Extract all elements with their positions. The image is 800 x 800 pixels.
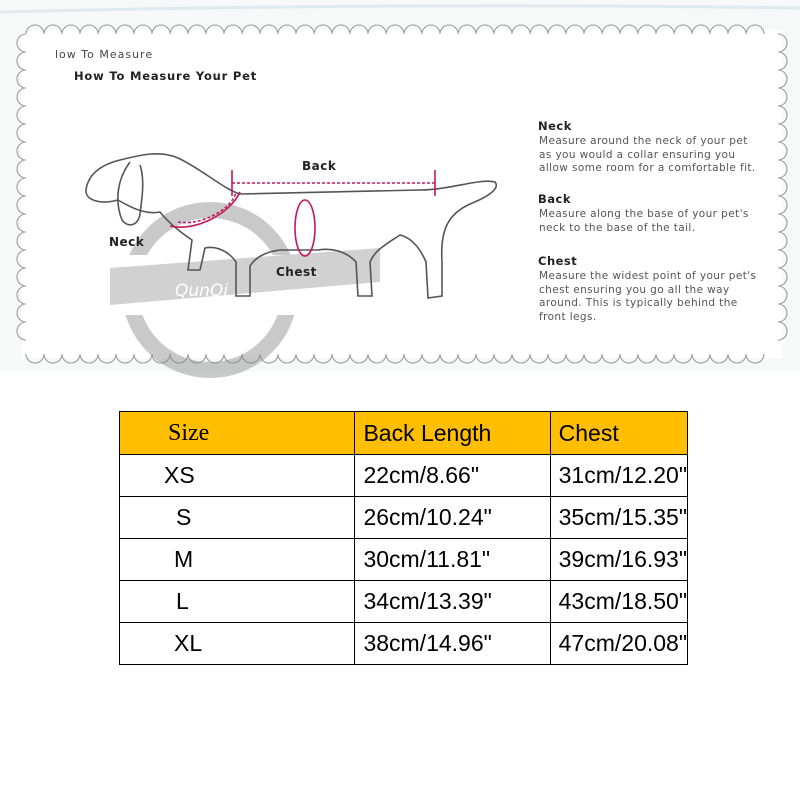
chest-cell: 35cm/15.35" [550,497,687,539]
header-back-length: Back Length [355,412,550,455]
size-cell: M [120,539,355,581]
back-length-cell: 38cm/14.96" [355,623,550,665]
header-size: Size [120,412,355,455]
back-length-cell: 30cm/11.81" [355,539,550,581]
chest-label: Chest [276,265,317,279]
chest-cell: 39cm/16.93" [550,539,687,581]
chest-heading: Chest [538,254,578,268]
back-length-cell: 26cm/10.24" [355,497,550,539]
back-length-cell: 34cm/13.39" [355,581,550,623]
table-row [120,581,688,623]
chest-cell: 31cm/12.20" [550,455,687,497]
table-row [120,623,688,665]
chest-description: Measure the widest point of your pet's chest ensuring you go all the way around. This is typically behind the front legs. [539,270,757,323]
guide-title: How To Measure Your Pet [74,69,258,83]
back-label: Back [302,159,337,173]
measurement-guide [0,0,800,380]
table-row [120,455,688,497]
back-length-cell: 22cm/8.66" [355,455,550,497]
table-row [120,539,688,581]
partial-title: low To Measure [55,48,154,61]
header-chest: Chest [550,412,687,455]
back-description: Measure along the base of your pet's neck to the base of the tail. [539,208,749,234]
back-heading: Back [538,192,571,206]
size-cell: XS [120,455,355,497]
chest-cell: 43cm/18.50" [550,581,687,623]
size-cell: XL [120,623,355,665]
size-cell: L [120,581,355,623]
size-chart-table [119,411,688,665]
neck-description: Measure around the neck of your pet as you would a collar ensuring you allow some room for a comfortable fit. [539,135,756,174]
table-header-row [120,412,688,455]
table-row [120,497,688,539]
size-cell: S [120,497,355,539]
neck-label: Neck [109,235,145,249]
chest-cell: 47cm/20.08" [550,623,687,665]
neck-heading: Neck [538,119,572,133]
watermark-text: QunQi [175,281,229,301]
